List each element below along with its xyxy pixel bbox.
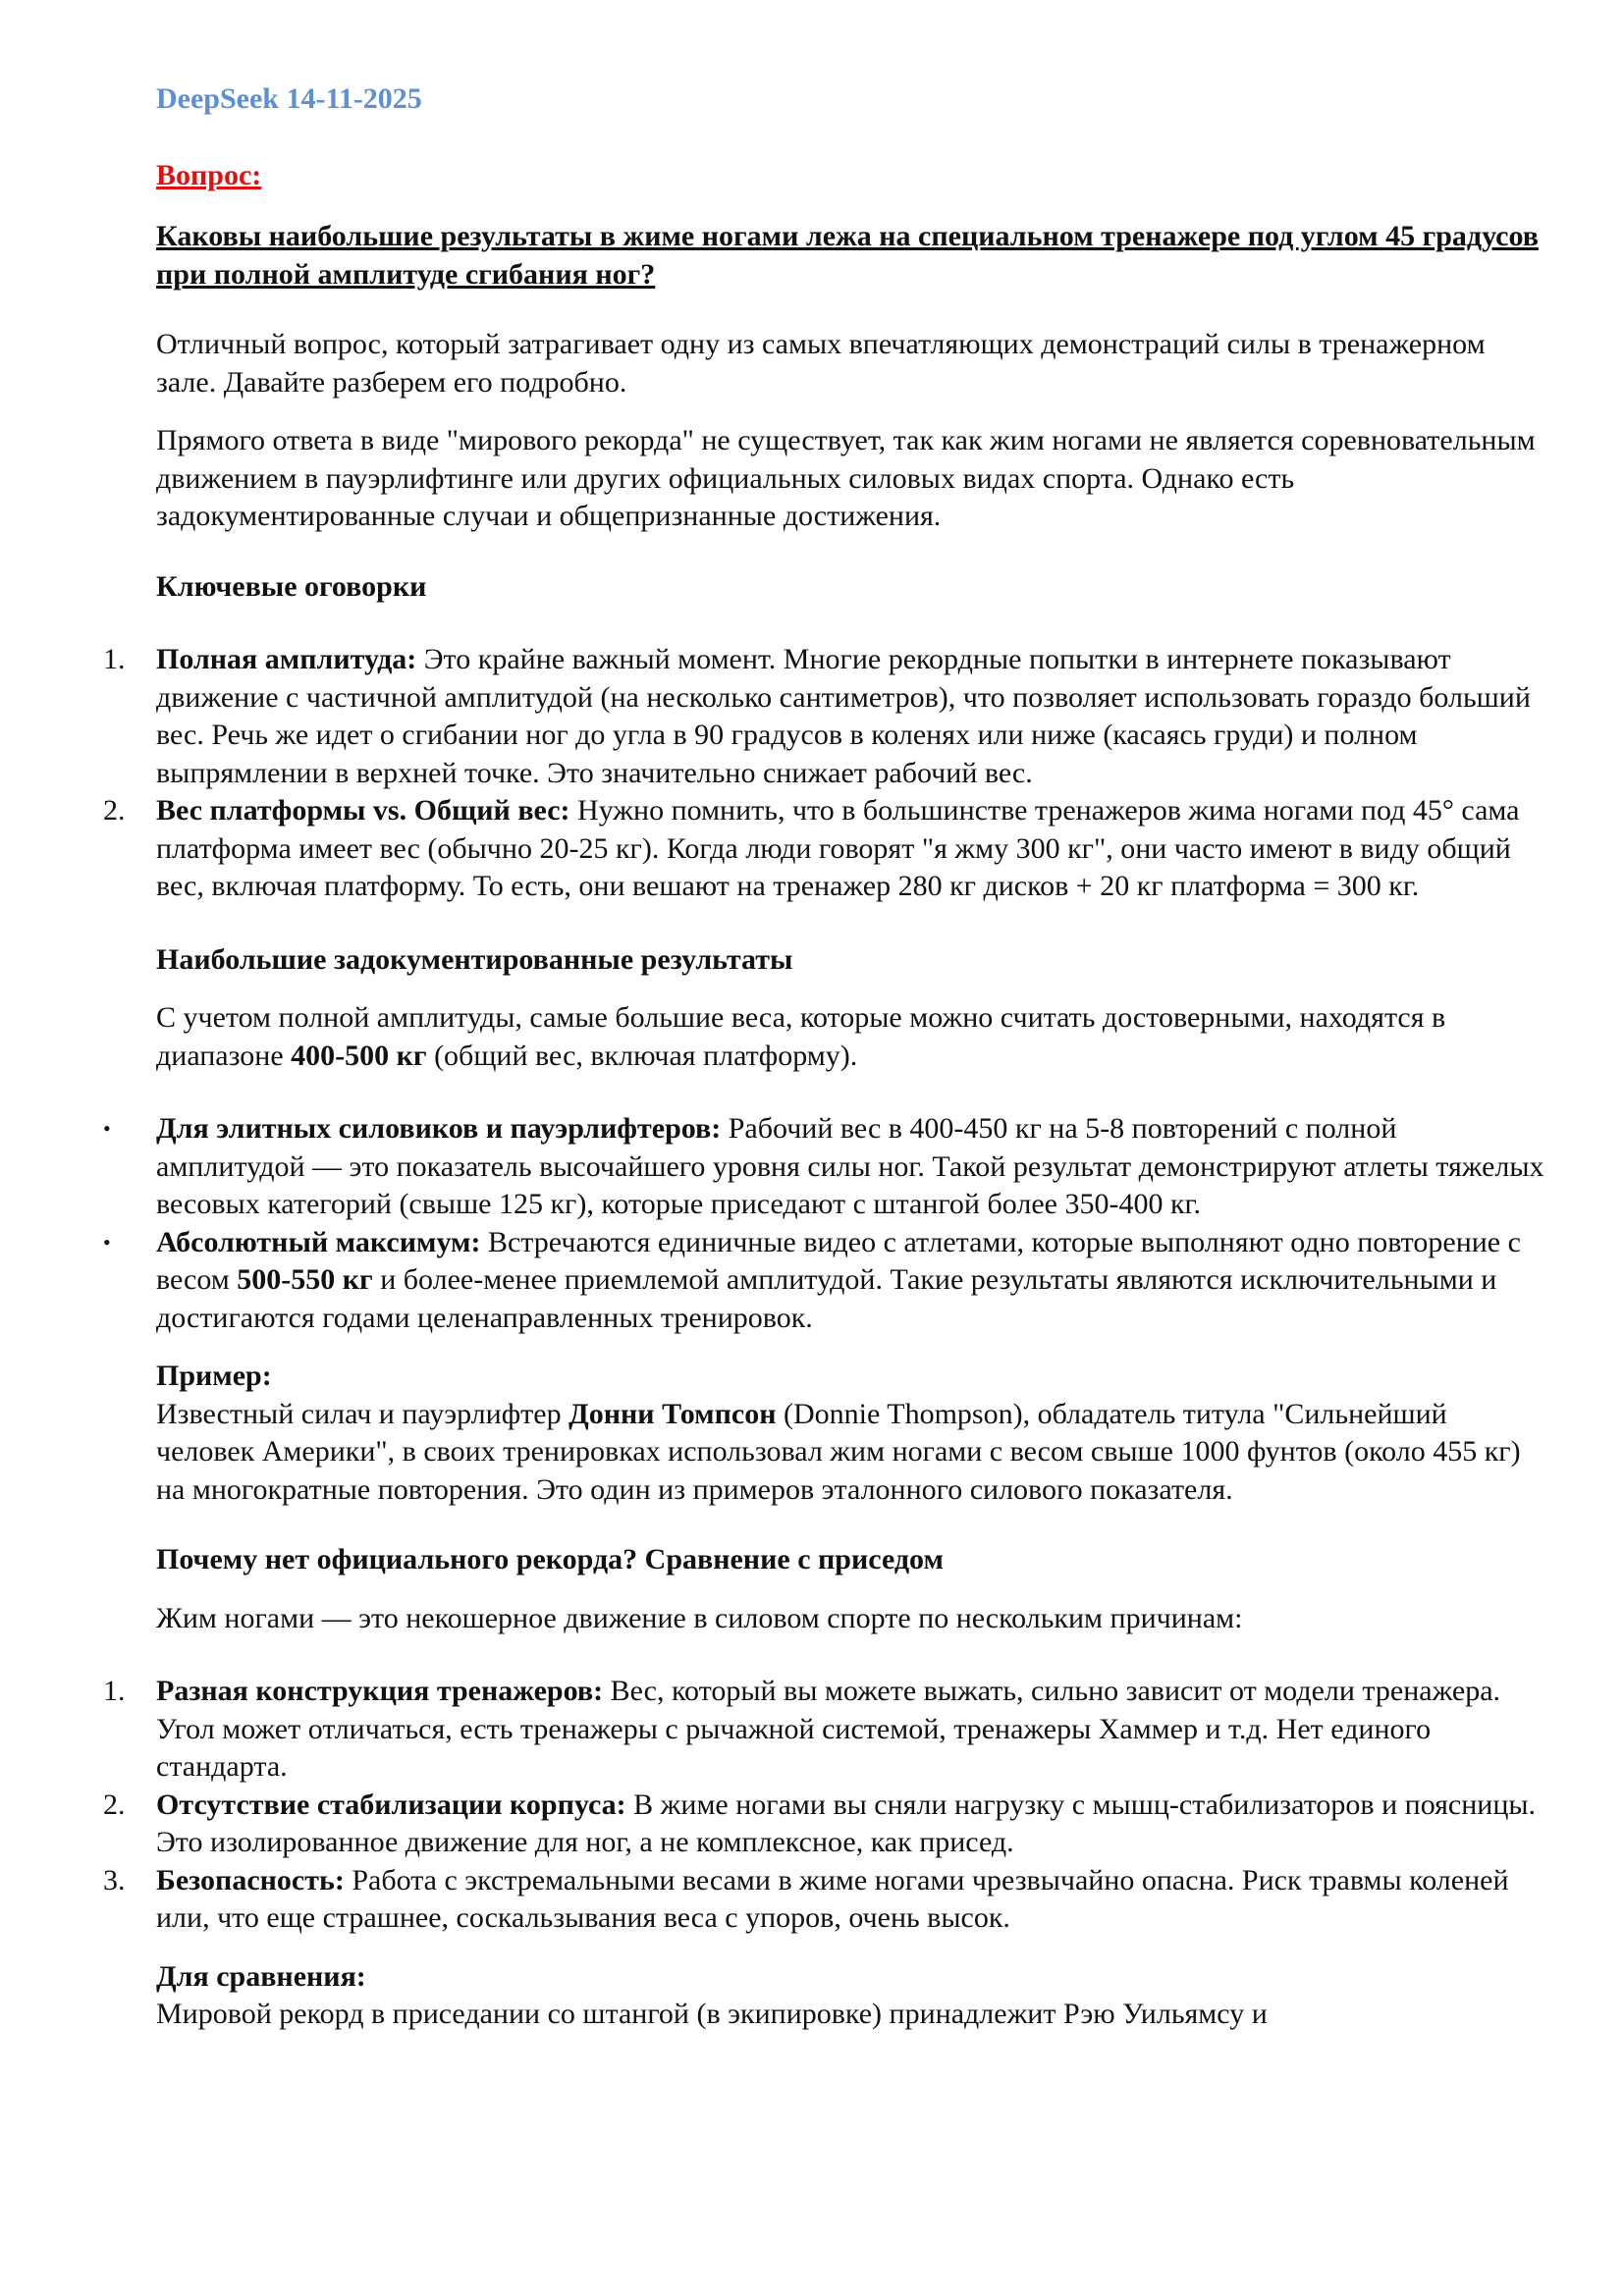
reason-title: Отсутствие стабилизации корпуса:: [156, 1788, 626, 1821]
list-item: [103, 1110, 1550, 1224]
list-number: 1.: [103, 1675, 126, 1707]
document-header: DeepSeek 14-11-2025: [156, 82, 422, 115]
reason-text: В жиме ногами вы сняли нагрузку с мышц-стабилизаторов и поясницы. Это изолированное движение для ног, а не комплексное, как присед.: [156, 1788, 1537, 1858]
example-label-text: Пример:: [156, 1360, 272, 1392]
list-item: [103, 1673, 1550, 1787]
result-weight: 500-550 кг: [237, 1263, 373, 1296]
reason-text: Вес, который вы можете выжать, сильно зависит от модели тренажера. Угол может отличаться, есть тренажеры с рычажной системой, тренажеры Хаммер и т.д. Нет единого стандарта.: [156, 1675, 1501, 1783]
bullet-marker: •: [103, 1229, 111, 1255]
reason-title: Безопасность:: [156, 1863, 345, 1896]
why-heading: Почему нет официального рекорда? Сравнение с приседом: [156, 1543, 944, 1575]
result-text: Рабочий вес в 400-450 кг на 5-8 повторений с полной амплитудой — это показатель высочайшего уровня силы ног. Такой результат демонстрируют атлеты тяжелых весовых категорий (свыше 125 кг), которые приседают с штангой более 350-400 кг.: [156, 1112, 1544, 1220]
comparison-text: Мировой рекорд в приседании со штангой (в экипировке) принадлежит Рэю Уильямсу и: [156, 1998, 1268, 2030]
caveat-title: Полная амплитуда:: [156, 643, 417, 675]
list-item: [103, 792, 1550, 906]
why-list: [103, 1673, 1550, 1938]
example-text: [156, 1396, 1550, 1510]
comparison-block: [156, 1958, 1550, 2034]
question-text: Каковы наибольшие результаты в жиме ногами лежа на специальном тренажере под углом 45 градусов при полной амплитуде сгибания ног?: [156, 220, 1539, 291]
document-content: [103, 80, 1550, 2055]
reason-title: Разная конструкция тренажеров:: [156, 1675, 604, 1707]
caveat-text: Нужно помнить, что в большинстве тренажеров жима ногами под 45° сама платформа имеет вес (обычно 20-25 кг). Когда люди говорят "я жму 300 кг", они часто имеют в виду общий вес, включая платформу. То есть, они вешают на тренажер 280 кг дисков + 20 кг платформа = 300 кг.: [156, 794, 1520, 902]
example-label: [156, 1358, 1550, 1396]
caveat-text: Это крайне важный момент. Многие рекордные попытки в интернете показывают движение с частичной амплитудой (на несколько сантиметров), что позволяет использовать гораздо больший вес. Речь же идет о сгибании ног до угла в 90 градусов в коленях или ниже (касаясь груди) и полном выпрямлении в верхней точке. Это значительно снижает рабочий вес.: [156, 643, 1531, 789]
list-item: [103, 641, 1550, 792]
caveat-title: Вес платформы vs. Общий вес:: [156, 794, 570, 827]
intro-paragraph-2: Прямого ответа в виде "мирового рекорда" не существует, так как жим ногами не является соревновательным движением в пауэрлифтинге или других официальных силовых видах спорта. Однако есть задокументированные случаи и общепризнанные достижения.: [156, 424, 1536, 532]
question-label: Вопрос:: [156, 158, 262, 191]
comparison-label-text: Для сравнения:: [156, 1959, 366, 1993]
list-number: 2.: [103, 794, 126, 827]
example-name: Донни Томпсон: [568, 1397, 777, 1430]
why-intro: Жим ногами — это некошерное движение в силовом спорте по нескольким причинам:: [156, 1601, 1243, 1634]
caveats-list: [103, 641, 1550, 906]
results-intro-text: С учетом полной амплитуды, самые большие веса, которые можно считать достоверными, находятся в диапазоне: [156, 1001, 1446, 1072]
list-number: 2.: [103, 1788, 126, 1821]
results-intro: [156, 999, 1550, 1075]
reason-text: Работа с экстремальными весами в жиме ногами чрезвычайно опасна. Риск травмы коленей или, что еще страшнее, соскальзывания веса с упоров, очень высок.: [156, 1863, 1509, 1934]
example-text-b: (Donnie Thompson), обладатель титула "Сильнейший человек Америки", в своих тренировках использовал жим ногами с весом свыше 1000 фунтов (около 455 кг) на многократные повторения. Это один из примеров эталонного силового показателя.: [156, 1397, 1521, 1506]
results-list: [103, 1110, 1550, 1337]
result-title: Абсолютный максимум:: [156, 1225, 481, 1258]
example-block: [156, 1358, 1550, 1509]
list-item: [103, 1224, 1550, 1338]
caveats-heading: Ключевые оговорки: [156, 569, 427, 603]
list-item: [103, 1862, 1550, 1938]
list-number: 1.: [103, 643, 126, 675]
intro-paragraph-1: Отличный вопрос, который затрагивает одну из самых впечатляющих демонстраций силы в тренажерном зале. Давайте разберем его подробно.: [156, 328, 1486, 399]
list-number: 3.: [103, 1863, 126, 1896]
bullet-marker: •: [103, 1116, 111, 1141]
results-intro-tail: (общий вес, включая платформу).: [426, 1039, 858, 1072]
list-item: [103, 1787, 1550, 1862]
result-text-tail: и более-менее приемлемой амплитудой. Такие результаты являются исключительными и достигаются годами целенаправленных тренировок.: [156, 1263, 1497, 1334]
comparison-label: [156, 1958, 1550, 1997]
result-text: Встречаются единичные видео с атлетами, которые выполняют одно повторение с весом: [156, 1225, 1521, 1296]
result-title: Для элитных силовиков и пауэрлифтеров:: [156, 1112, 722, 1145]
results-range: 400-500 кг: [291, 1039, 427, 1072]
results-heading: Наибольшие задокументированные результаты: [156, 942, 793, 976]
example-text-a: Известный силач и пауэрлифтер: [156, 1397, 569, 1430]
